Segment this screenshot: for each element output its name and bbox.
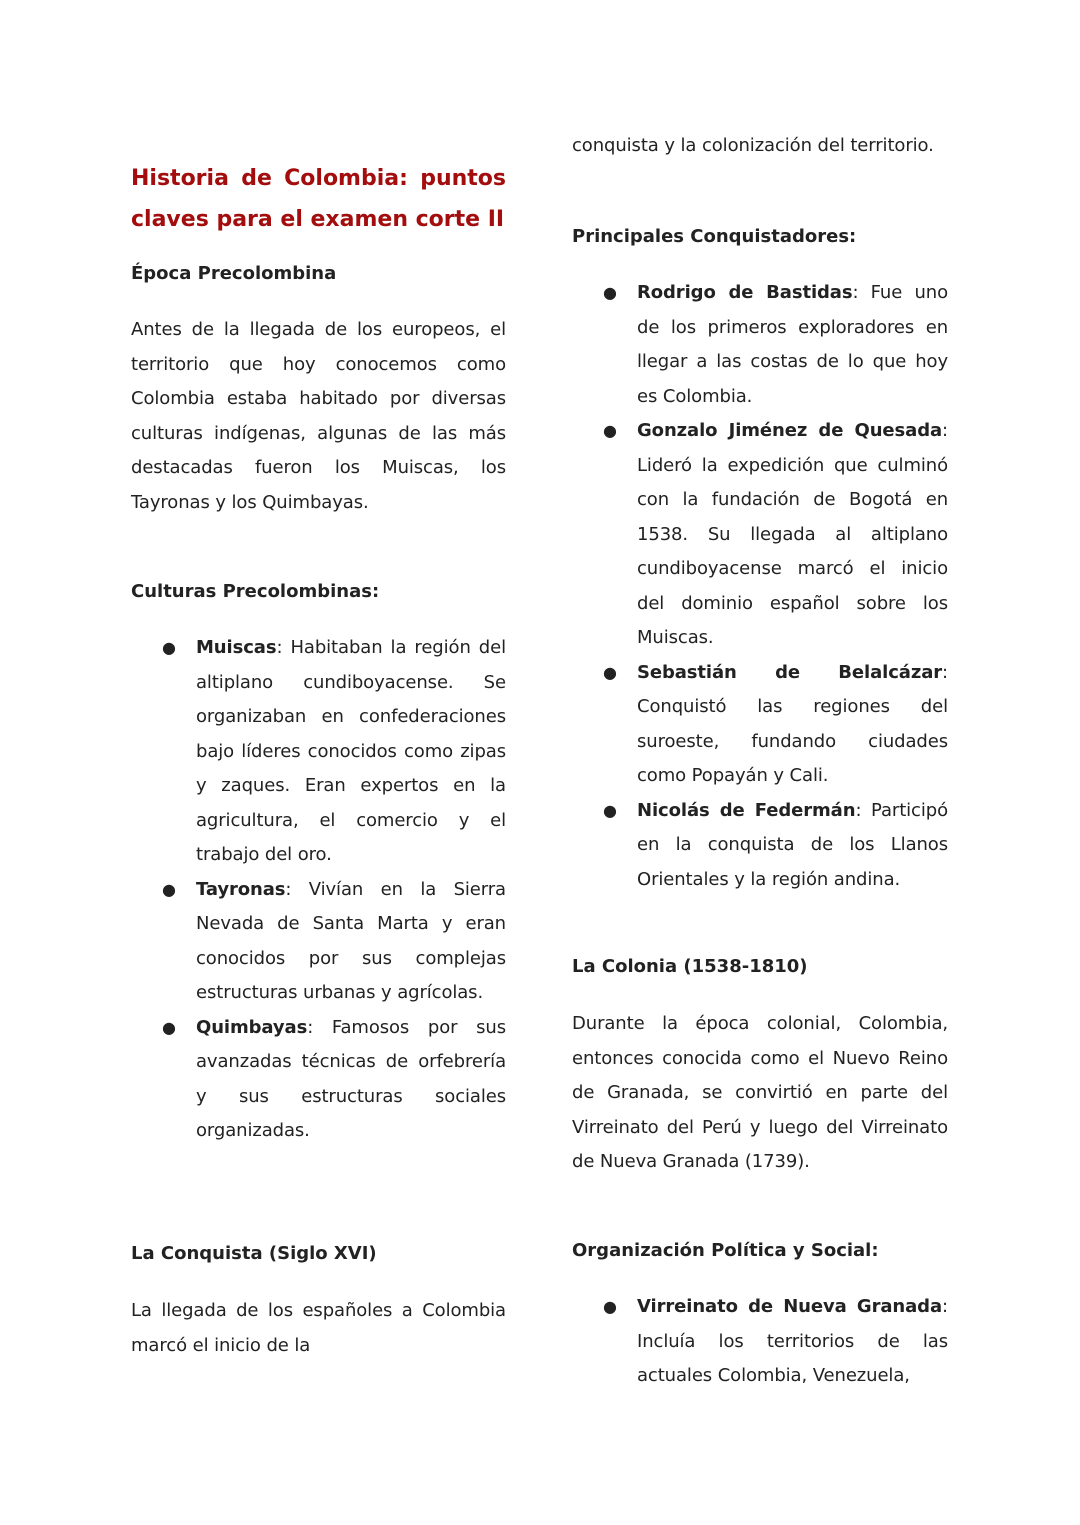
heading-principales-conquistadores: Principales Conquistadores: xyxy=(572,226,857,247)
term-bastidas: Rodrigo de Bastidas xyxy=(637,282,853,303)
list-item-belalcazar xyxy=(603,656,948,794)
list-item-tayronas xyxy=(162,873,506,1011)
heading-organizacion-politica: Organización Política y Social: xyxy=(572,1240,879,1261)
bullet-icon: ● xyxy=(603,421,617,440)
term-quimbayas: Quimbayas xyxy=(196,1016,308,1038)
page-title: Historia de Colombia: puntos claves para el examen corte II xyxy=(131,166,506,232)
desc-tayronas: : Vivían en la Sierra Nevada de Santa Marta y eran conocidos por sus complejas estructuras urbanas y agrícolas. xyxy=(196,878,506,1003)
organizacion-list xyxy=(603,1290,948,1394)
desc-quesada: : Lideró la expedición que culminó con la fundación de Bogotá en 1538. Su llegada al altiplano cundiboyacense marcó el inicio del dominio español sobre los Muiscas. xyxy=(637,420,948,648)
bullet-icon: ● xyxy=(162,879,176,899)
desc-bastidas: : Fue uno de los primeros exploradores en llegar a las costas de lo que hoy es Colombia. xyxy=(637,282,948,407)
bullet-icon: ● xyxy=(603,283,617,302)
list-item-bastidas xyxy=(603,276,948,414)
term-virreinato: Virreinato de Nueva Granada xyxy=(637,1296,943,1317)
term-federman: Nicolás de Federmán xyxy=(637,799,856,821)
heading-la-conquista: La Conquista (Siglo XVI) xyxy=(131,1243,377,1264)
bullet-icon: ● xyxy=(603,662,617,682)
paragraph-precolombina: Antes de la llegada de los europeos, el territorio que hoy conocemos como Colombia estaba habitado por diversas culturas indígenas, algunas de las más destacadas fueron los Muiscas, los Tayronas y los Quimbayas. xyxy=(131,319,506,513)
list-item-muiscas xyxy=(162,631,506,873)
desc-muiscas: : Habitaban la región del altiplano cundiboyacense. Se organizaban en confederaciones bajo líderes conocidos como zipas y zaques. Eran expertos en la agricultura, el comercio y el trabajo del oro. xyxy=(196,637,506,865)
desc-federman: : Participó en la conquista de los Llanos Orientales y la región andina. xyxy=(637,799,948,890)
list-item-federman xyxy=(603,794,948,898)
heading-epoca-precolombina: Época Precolombina xyxy=(131,263,337,284)
desc-virreinato: : Incluía los territorios de las actuales Colombia, Venezuela, xyxy=(637,1296,948,1386)
term-quesada: Gonzalo Jiménez de Quesada xyxy=(637,420,943,441)
heading-culturas-precolombinas: Culturas Precolombinas: xyxy=(131,581,380,602)
bullet-icon: ● xyxy=(603,1297,617,1316)
culturas-list xyxy=(162,631,506,1149)
term-muiscas: Muiscas xyxy=(196,637,277,658)
heading-la-colonia: La Colonia (1538-1810) xyxy=(572,956,808,977)
paragraph-conquista-continued: conquista y la colonización del territorio. xyxy=(572,135,934,156)
list-item-virreinato xyxy=(603,1290,948,1394)
conquistadores-list xyxy=(603,276,948,897)
bullet-icon: ● xyxy=(603,800,617,820)
desc-belalcazar: : Conquistó las regiones del suroeste, fundando ciudades como Popayán y Cali. xyxy=(637,661,948,786)
list-item-quesada xyxy=(603,414,948,656)
paragraph-colonia: Durante la época colonial, Colombia, entonces conocida como el Nuevo Reino de Granada, se convirtió en parte del Virreinato del Perú y luego del Virreinato de Nueva Granada (1739). xyxy=(572,1013,948,1172)
term-belalcazar: Sebastián de Belalcázar xyxy=(637,661,943,683)
list-item-quimbayas xyxy=(162,1011,506,1149)
term-tayronas: Tayronas xyxy=(196,878,286,900)
bullet-icon: ● xyxy=(162,638,176,657)
desc-quimbayas: : Famosos por sus avanzadas técnicas de orfebrería y sus estructuras sociales organizadas. xyxy=(196,1016,506,1141)
bullet-icon: ● xyxy=(162,1017,176,1037)
paragraph-conquista: La llegada de los españoles a Colombia marcó el inicio de la xyxy=(131,1300,506,1356)
